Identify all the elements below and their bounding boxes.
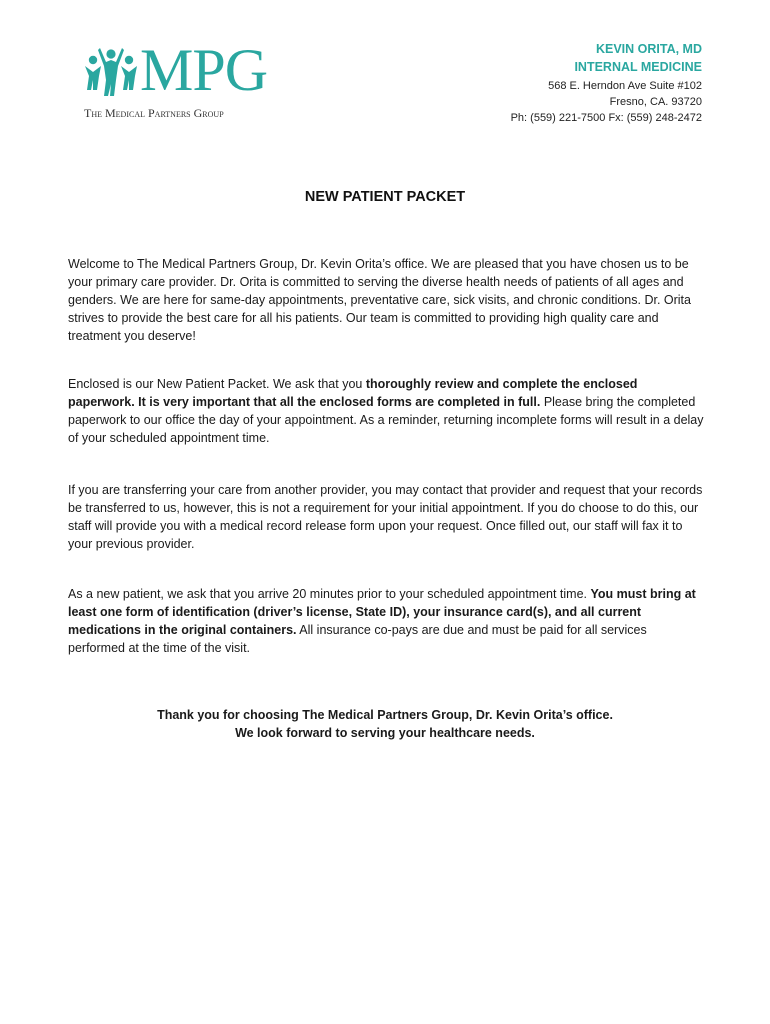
phone-fax: Ph: (559) 221-7500 Fx: (559) 248-2472	[510, 112, 702, 124]
closing-line-1: Thank you for choosing The Medical Partners Group, Dr. Kevin Orita’s office.	[157, 708, 613, 722]
arrival-text-c: All insurance co-pays are due and must be paid for all services performed at the time of the visit.	[68, 623, 647, 655]
packet-text-a: Enclosed is our New Patient Packet. We ask that you	[68, 377, 366, 391]
logo-letters: MPG	[140, 37, 268, 103]
arrival-text-a: As a new patient, we ask that you arrive 20 minutes prior to your scheduled appointment time.	[68, 587, 591, 601]
doctor-name: KEVIN ORITA, MD	[595, 42, 702, 56]
arrival-text-bold: You must bring at least one form of identification (driver’s license, State ID), your insurance card(s), and all current medications in the original containers.	[68, 587, 696, 637]
city-address: Fresno, CA. 93720	[609, 96, 702, 108]
specialty: INTERNAL MEDICINE	[574, 60, 702, 74]
logo-tagline: The Medical Partners Group	[84, 106, 224, 120]
mpg-logo	[84, 37, 284, 122]
arrival-paragraph	[68, 585, 706, 657]
transfer-paragraph: If you are transferring your care from another provider, you may contact that provider and request that your records be transferred to us, however, this is not a requirement for your initial appointment. If you do choose to do this, our staff will provide you with a medical record release form upon your request. Once filled out, our staff will fax it to your previous provider.	[68, 483, 703, 551]
closing-message	[0, 706, 770, 742]
closing-line-2: We look forward to serving your healthcare needs.	[235, 726, 535, 740]
page-title: NEW PATIENT PACKET	[304, 189, 466, 205]
street-address: 568 E. Herndon Ave Suite #102	[548, 80, 702, 92]
contact-block	[511, 40, 702, 126]
people-figures-icon	[84, 46, 138, 102]
packet-paragraph	[68, 375, 706, 447]
packet-text-c: Please bring the completed paperwork to our office the day of your appointment. As a reminder, returning incomplete forms will result in a delay of your scheduled appointment time.	[68, 395, 704, 445]
packet-text-bold: thoroughly review and complete the enclosed paperwork. It is very important that all the enclosed forms are completed in full.	[68, 377, 638, 409]
welcome-paragraph: Welcome to The Medical Partners Group, Dr. Kevin Orita’s office. We are pleased that you have chosen us to be your primary care provider. Dr. Orita is committed to serving the diverse health needs of patients of all ages and genders. We are here for same-day appointments, preventative care, sick visits, and chronic conditions. Dr. Orita strives to provide the best care for all his patients. Our team is committed to providing high quality care and treatment you deserve!	[68, 257, 691, 343]
